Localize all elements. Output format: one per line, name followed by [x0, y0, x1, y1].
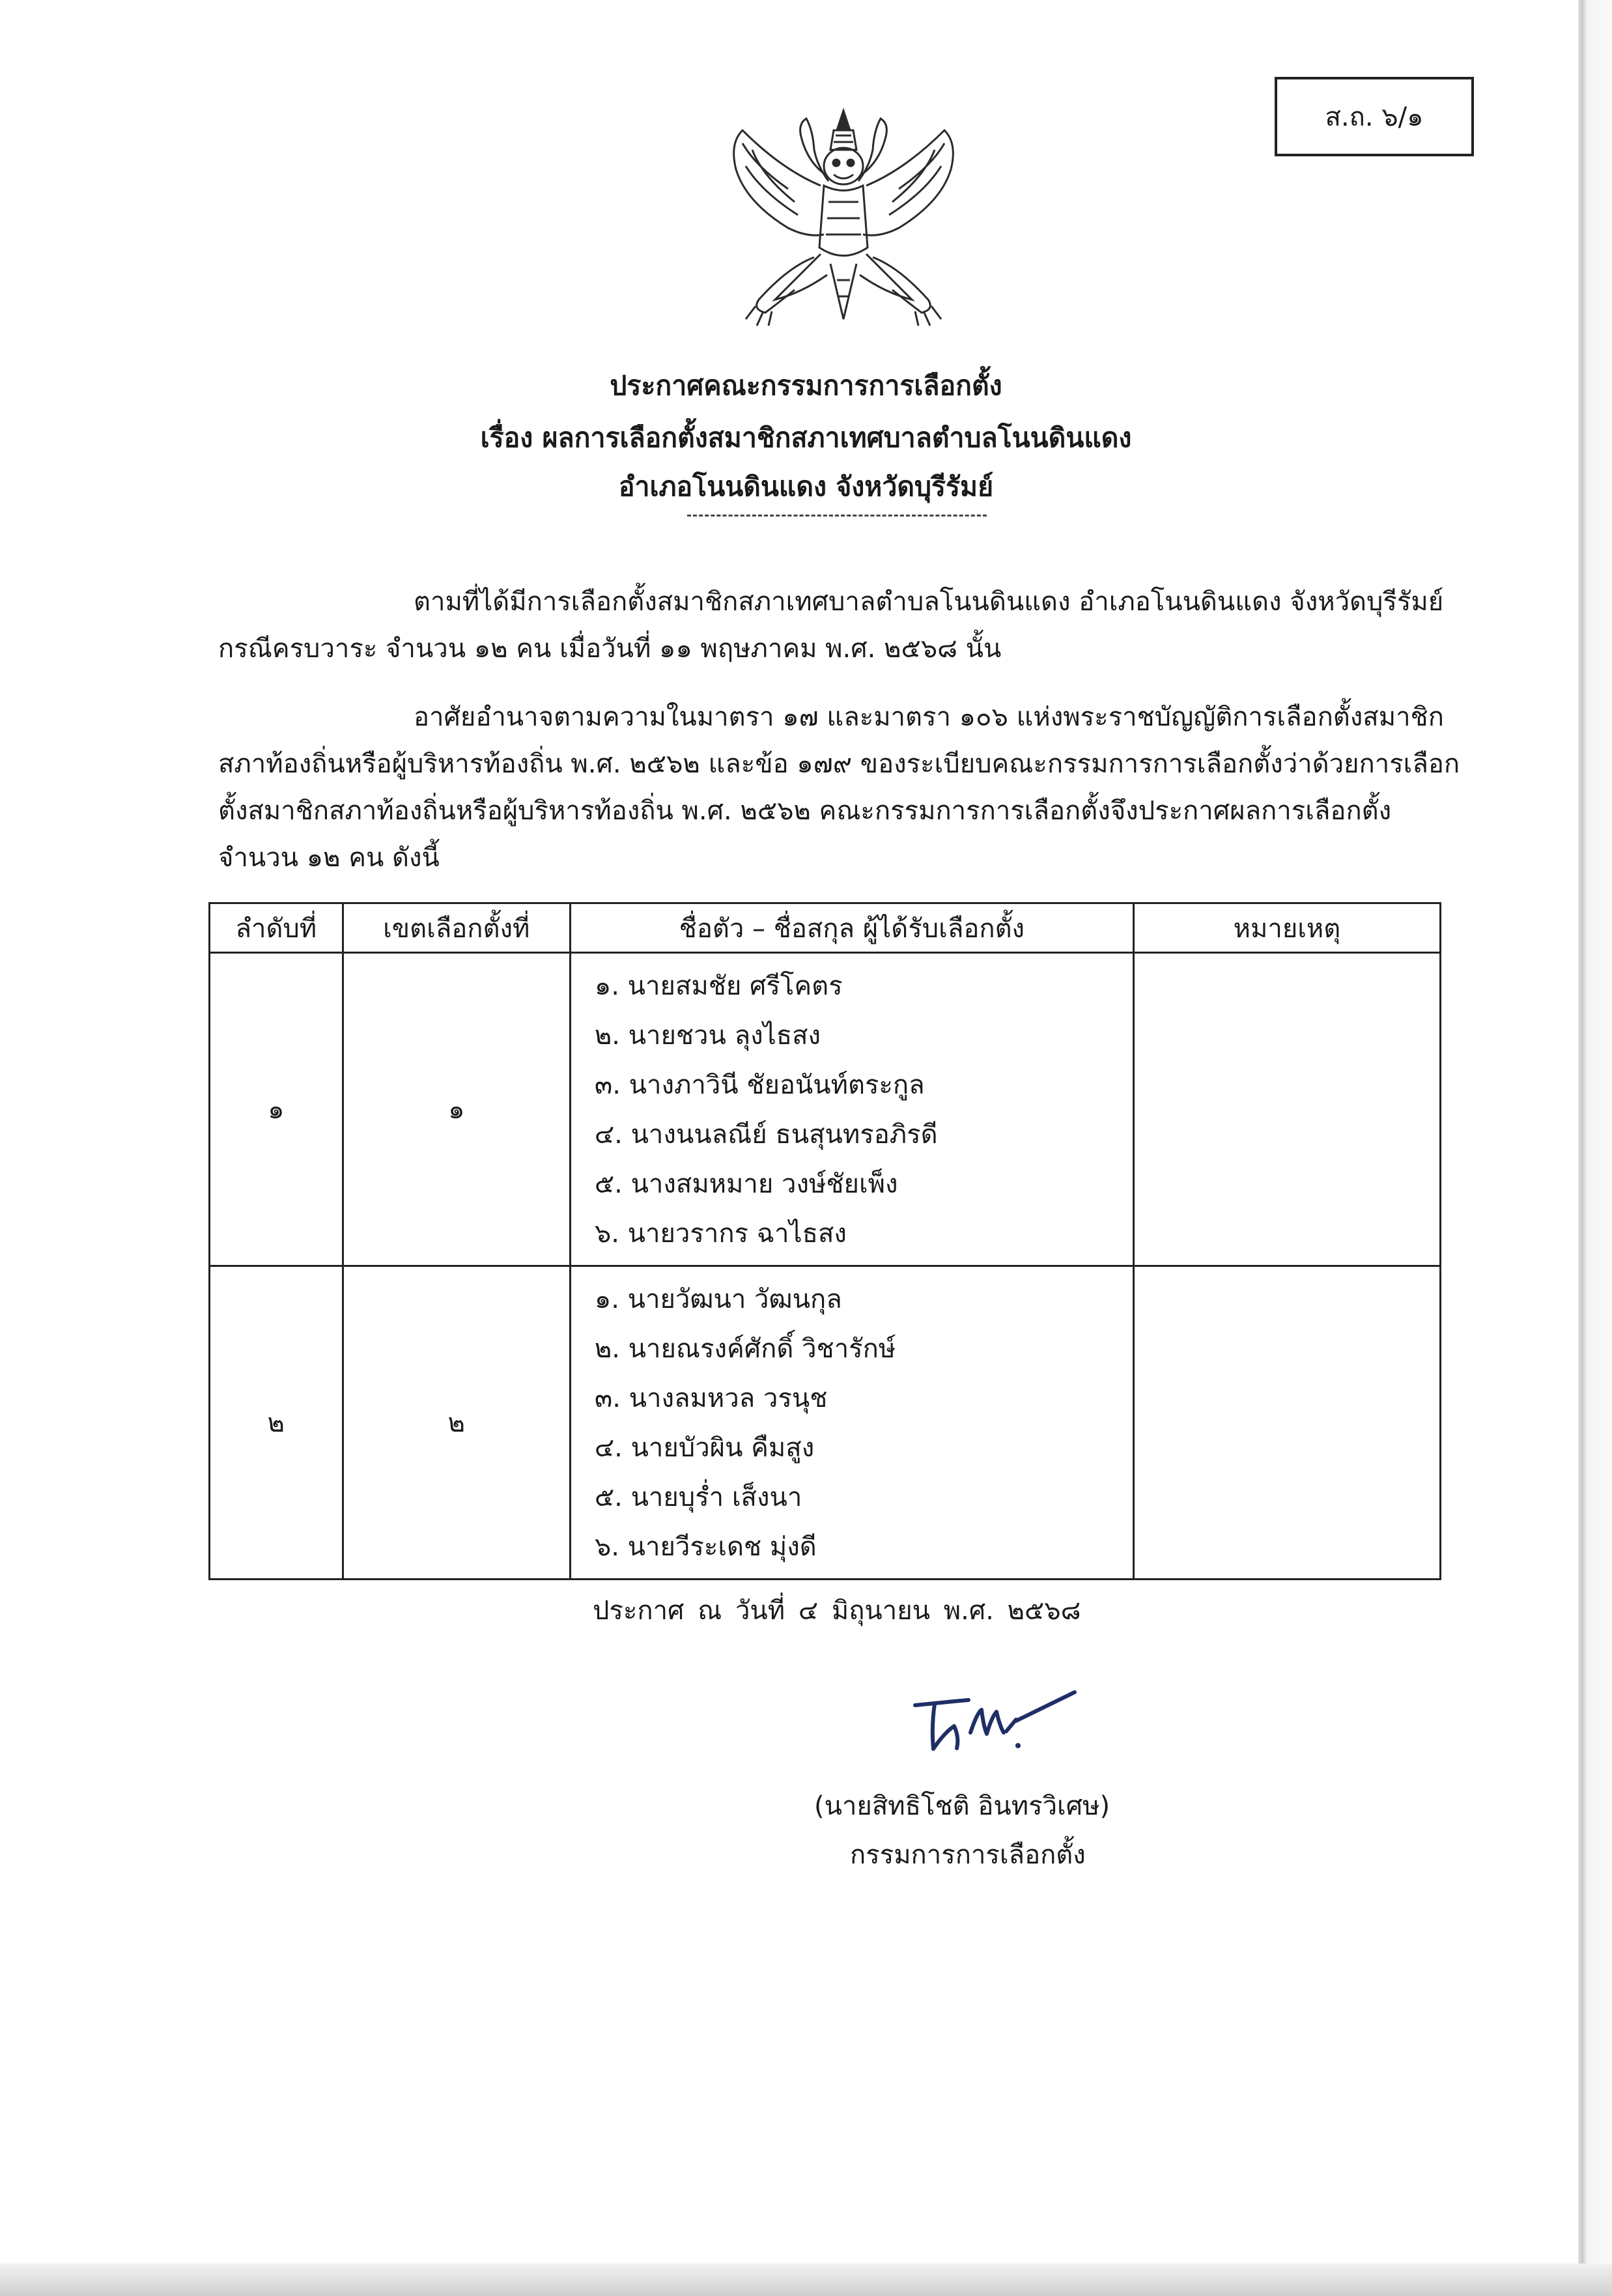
list-item: ๒. นายณรงค์ศักดิ์ วิชารักษ์	[594, 1334, 896, 1364]
signer-position: กรรมการการเลือกตั้ง	[850, 1840, 1086, 1870]
row-district: ๒	[343, 1266, 570, 1580]
paragraph-1	[218, 578, 1475, 672]
paragraph-1-text: ตามที่ได้มีการเลือกตั้งสมาชิกสภาเทศบาลตำบลโนนดินแดง อำเภอโนนดินแดง จังหวัดบุรีรัมย์ กรณีครบวาระ จำนวน ๑๒ คน เมื่อวันที่ ๑๑ พฤษภาคม พ.ศ. ๒๕๖๘ นั้น	[218, 587, 1444, 664]
list-item: ๑. นายวัฒนา วัฒนกุล	[594, 1284, 842, 1314]
row-names	[570, 953, 1133, 1266]
scan-page-edge	[1578, 0, 1612, 2296]
form-code: ส.ถ. ๖/๑	[1325, 102, 1424, 132]
table-header-row	[210, 903, 1441, 953]
row-names	[570, 1266, 1133, 1580]
announcement-title: ประกาศคณะกรรมการการเลือกตั้ง	[610, 370, 1002, 401]
title-divider	[687, 515, 987, 517]
list-item: ๑. นายสมชัย ศรีโคตร	[594, 971, 843, 1001]
header-remark: หมายเหตุ	[1133, 903, 1440, 953]
list-item: ๓. นางลมหวล วรนุช	[594, 1383, 828, 1413]
table-row	[210, 953, 1441, 1266]
list-item: ๒. นายชวน ลุงไธสง	[594, 1021, 821, 1051]
table-row	[210, 1266, 1441, 1580]
paragraph-2	[218, 694, 1475, 881]
list-item: ๔. นายบัวผิน คืมสูง	[594, 1433, 815, 1463]
signature-icon	[909, 1687, 1084, 1759]
garuda-emblem-icon	[716, 104, 970, 339]
row-order: ๑	[210, 953, 343, 1266]
list-item: ๕. นายบุร่ำ เส็งนา	[594, 1482, 802, 1512]
signer-name: (นายสิทธิโชติ อินทรวิเศษ)	[814, 1791, 1110, 1821]
list-item: ๕. นางสมหมาย วงษ์ชัยเพ็ง	[594, 1169, 898, 1199]
form-code-box	[1275, 77, 1474, 156]
results-table	[208, 902, 1441, 1580]
announcement-subject: เรื่อง ผลการเลือกตั้งสมาชิกสภาเทศบาลตำบลโนนดินแดง	[480, 422, 1132, 453]
row-order: ๒	[210, 1266, 343, 1580]
announcement-date: ประกาศ ณ วันที่ ๔ มิถุนายน พ.ศ. ๒๕๖๘	[593, 1596, 1081, 1626]
scan-bottom-edge	[0, 2263, 1612, 2296]
header-district: เขตเลือกตั้งที่	[343, 903, 570, 953]
list-item: ๔. นางนนลณีย์ ธนสุนทรอภิรดี	[594, 1120, 938, 1150]
row-remark	[1133, 1266, 1440, 1580]
header-order: ลำดับที่	[210, 903, 343, 953]
list-item: ๖. นายวีระเดช มุ่งดี	[594, 1532, 817, 1562]
header-names: ชื่อตัว – ชื่อสกุล ผู้ได้รับเลือกตั้ง	[570, 903, 1133, 953]
paragraph-2-text: อาศัยอำนาจตามความในมาตรา ๑๗ และมาตรา ๑๐๖ แห่งพระราชบัญญัติการเลือกตั้งสมาชิกสภาท้องถิ่นหรือผู้บริหารท้องถิ่น พ.ศ. ๒๕๖๒ และข้อ ๑๗๙ ของระเบียบคณะกรรมการการเลือกตั้งว่าด้วยการเลือกตั้งสมาชิกสภาท้องถิ่นหรือผู้บริหารท้องถิ่น พ.ศ. ๒๕๖๒ คณะกรรมการการเลือกตั้งจึงประกาศผลการเลือกตั้ง จำนวน ๑๒ คน ดังนี้	[218, 702, 1460, 873]
row-district: ๑	[343, 953, 570, 1266]
list-item: ๖. นายวรากร ฉาไธสง	[594, 1219, 847, 1249]
row-remark	[1133, 953, 1440, 1266]
announcement-location: อำเภอโนนดินแดง จังหวัดบุรีรัมย์	[618, 471, 994, 502]
list-item: ๓. นางภาวินี ชัยอนันท์ตระกูล	[594, 1070, 925, 1100]
